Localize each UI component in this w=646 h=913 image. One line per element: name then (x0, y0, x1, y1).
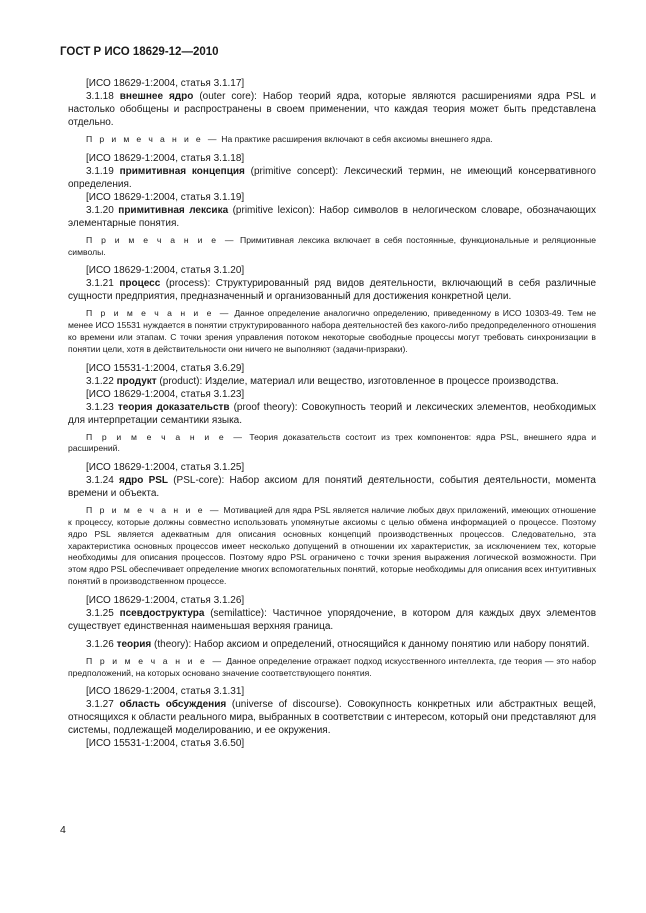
term-name: внешнее ядро (119, 91, 194, 102)
note-label: П р и м е ч а н и е — (86, 655, 224, 666)
note-text: Данное определение отражает подход искусственного интеллекта, где теория — это набор предположений, на которых основано значение соответствующего понятия. (68, 655, 596, 678)
note-label: П р и м е ч а н и е — (86, 505, 221, 516)
term-number: 3.1.18 (86, 91, 114, 102)
term-definition-3-1-22 (68, 375, 596, 388)
term-definition-3-1-21 (68, 277, 596, 303)
term-number: 3.1.20 (86, 204, 114, 216)
term-text: (proof theory): Совокупность теорий и лексических элементов, необходимых для интерпретации семантики языка. (68, 401, 597, 426)
term-definition-3-1-25 (68, 607, 596, 633)
note-label: П р и м е ч а н и е — (86, 134, 219, 144)
reference: [ИСО 15531-1:2004, статья 3.6.29] (86, 362, 245, 374)
term-text: (primitive concept): Лексический термин, не имеющий консервативного определения. (68, 165, 596, 190)
reference: [ИСО 18629-1:2004, статья 3.1.23] (86, 388, 245, 400)
page-number: 4 (60, 824, 66, 836)
reference: [ИСО 18629-1:2004, статья 3.1.31] (86, 686, 245, 698)
term-name: примитивная концепция (119, 165, 245, 177)
reference: [ИСО 18629-1:2004, статья 3.1.25] (86, 462, 245, 474)
reference: [ИСО 18629-1:2004, статья 3.1.18] (86, 152, 245, 164)
note-text: На практике расширения включают в себя аксиомы внешнего ядра. (218, 134, 493, 144)
reference: [ИСО 18629-1:2004, статья 3.1.19] (86, 191, 245, 203)
document-header: ГОСТ Р ИСО 18629-12—2010 (60, 46, 219, 58)
reference: [ИСО 18629-1:2004, статья 3.1.17] (86, 78, 245, 89)
term-number: 3.1.25 (86, 607, 114, 619)
term-text: (universe of discourse). Совокупность конкретных или абстрактных вещей, относящихся к области реального мира, выбранных в соответствии с интересом, который они представляют для системы, подлежащей моделированию, и ее окружения. (68, 699, 596, 737)
term-name: область обсуждения (119, 699, 227, 711)
term-definition-3-1-19 (68, 165, 596, 191)
term-name: теория (116, 638, 152, 650)
reference: [ИСО 18629-1:2004, статья 3.1.26] (86, 594, 245, 606)
note (68, 505, 596, 588)
note (68, 134, 596, 146)
term-name: продукт (116, 375, 157, 387)
reference: [ИСО 15531-1:2004, статья 3.6.50] (86, 738, 245, 750)
note-label: П р и м е ч а н и е — (86, 431, 245, 442)
note-text: Мотивацией для ядра PSL является наличие любых двух приложений, имеющих отношение к процессу, которые должны совместно использовать упомянутые аксиомы с целью обмена информацией о процессе. Поэтому ядро PSL является адекватным для описания основных концепций производственных процессов. Следовательно, эта характеристика основных процессов имеет несколько допущений в отношении их характеристик, за исключением тех, которые необходимы для описания процессов. Поэтому ядро PSL ограничено с точки зрения выражения логической возможности. При этом ядро PSL обеспечивает определение многих вспомогательных понятий, которые необходимы для описания всех интуитивных понятий в производственном процессе. (68, 505, 596, 586)
note (68, 235, 596, 259)
term-name: псевдоструктура (119, 607, 205, 619)
term-text: (theory): Набор аксиом и определений, относящийся к данному понятию или набору понятий. (151, 638, 590, 650)
note-text: Примитивная лексика включает в себя постоянные, функциональные и реляционные символы. (68, 234, 596, 257)
note-label: П р и м е ч а н и е — (86, 234, 236, 245)
note (68, 432, 596, 456)
note (68, 308, 596, 355)
term-text: (outer core): Набор теорий ядра, которые являются расширениями ядра PSL и настолько обобщены и распространены в своем применении, что каждая теория может быть представлена отдельно. (68, 91, 597, 128)
term-definition-3-1-23 (68, 401, 596, 427)
term-name: процесс (119, 278, 161, 290)
note-label: П р и м е ч а н и е — (86, 308, 231, 319)
term-definition-3-1-20 (68, 204, 596, 230)
term-definition-3-1-18 (68, 90, 596, 129)
term-number: 3.1.27 (86, 699, 114, 711)
term-text: (semilattice): Частичное упорядочение, в котором для каждых двух элементов существует единственная наименьшая верхняя граница. (68, 607, 597, 632)
note-text: Теория доказательств состоит из трех компонентов: ядра PSL, внешнего ядра и расширений. (68, 431, 596, 454)
term-number: 3.1.22 (86, 375, 114, 387)
term-text: (process): Структурированный ряд видов деятельности, включающий в себя различные сущности предприятия, предназначенный и организованный для достижения конкретной цели. (68, 278, 597, 303)
term-number: 3.1.21 (86, 278, 114, 290)
term-name: ядро PSL (119, 475, 169, 487)
term-text: (product): Изделие, материал или вещество, изготовленное в процессе производства. (156, 375, 559, 387)
reference: [ИСО 18629-1:2004, статья 3.1.20] (86, 265, 245, 277)
term-definition-3-1-24 (68, 474, 596, 500)
note-text: Данное определение аналогично определению, приведенному в ИСО 10303-49. Тем не менее ИСО 15531 нуждается в понятии структурированного набора деятельностей без какого-либо предопределенного отношения ко времени или этапам. С точки зрения управления потоком некоторые свободные процессы могут требовать синхронизации в понятии цели, хотя в действительности они ничего не выполняют (задачи-призраки). (68, 308, 596, 354)
term-definition-3-1-26 (68, 638, 596, 651)
document-body (68, 77, 596, 750)
term-name: теория доказательств (117, 401, 230, 413)
term-definition-3-1-27 (68, 698, 596, 737)
term-text: (primitive lexicon): Набор символов в нелогическом словаре, обозначающих элементарные понятия. (68, 204, 596, 229)
term-text: (PSL-core): Набор аксиом для понятий деятельности, события деятельности, момента времени и объекта. (68, 475, 596, 500)
term-number: 3.1.24 (86, 475, 114, 487)
term-name: примитивная лексика (118, 204, 229, 216)
term-number: 3.1.23 (86, 401, 114, 413)
note (68, 656, 596, 680)
term-number: 3.1.19 (86, 165, 114, 177)
term-number: 3.1.26 (86, 638, 114, 650)
